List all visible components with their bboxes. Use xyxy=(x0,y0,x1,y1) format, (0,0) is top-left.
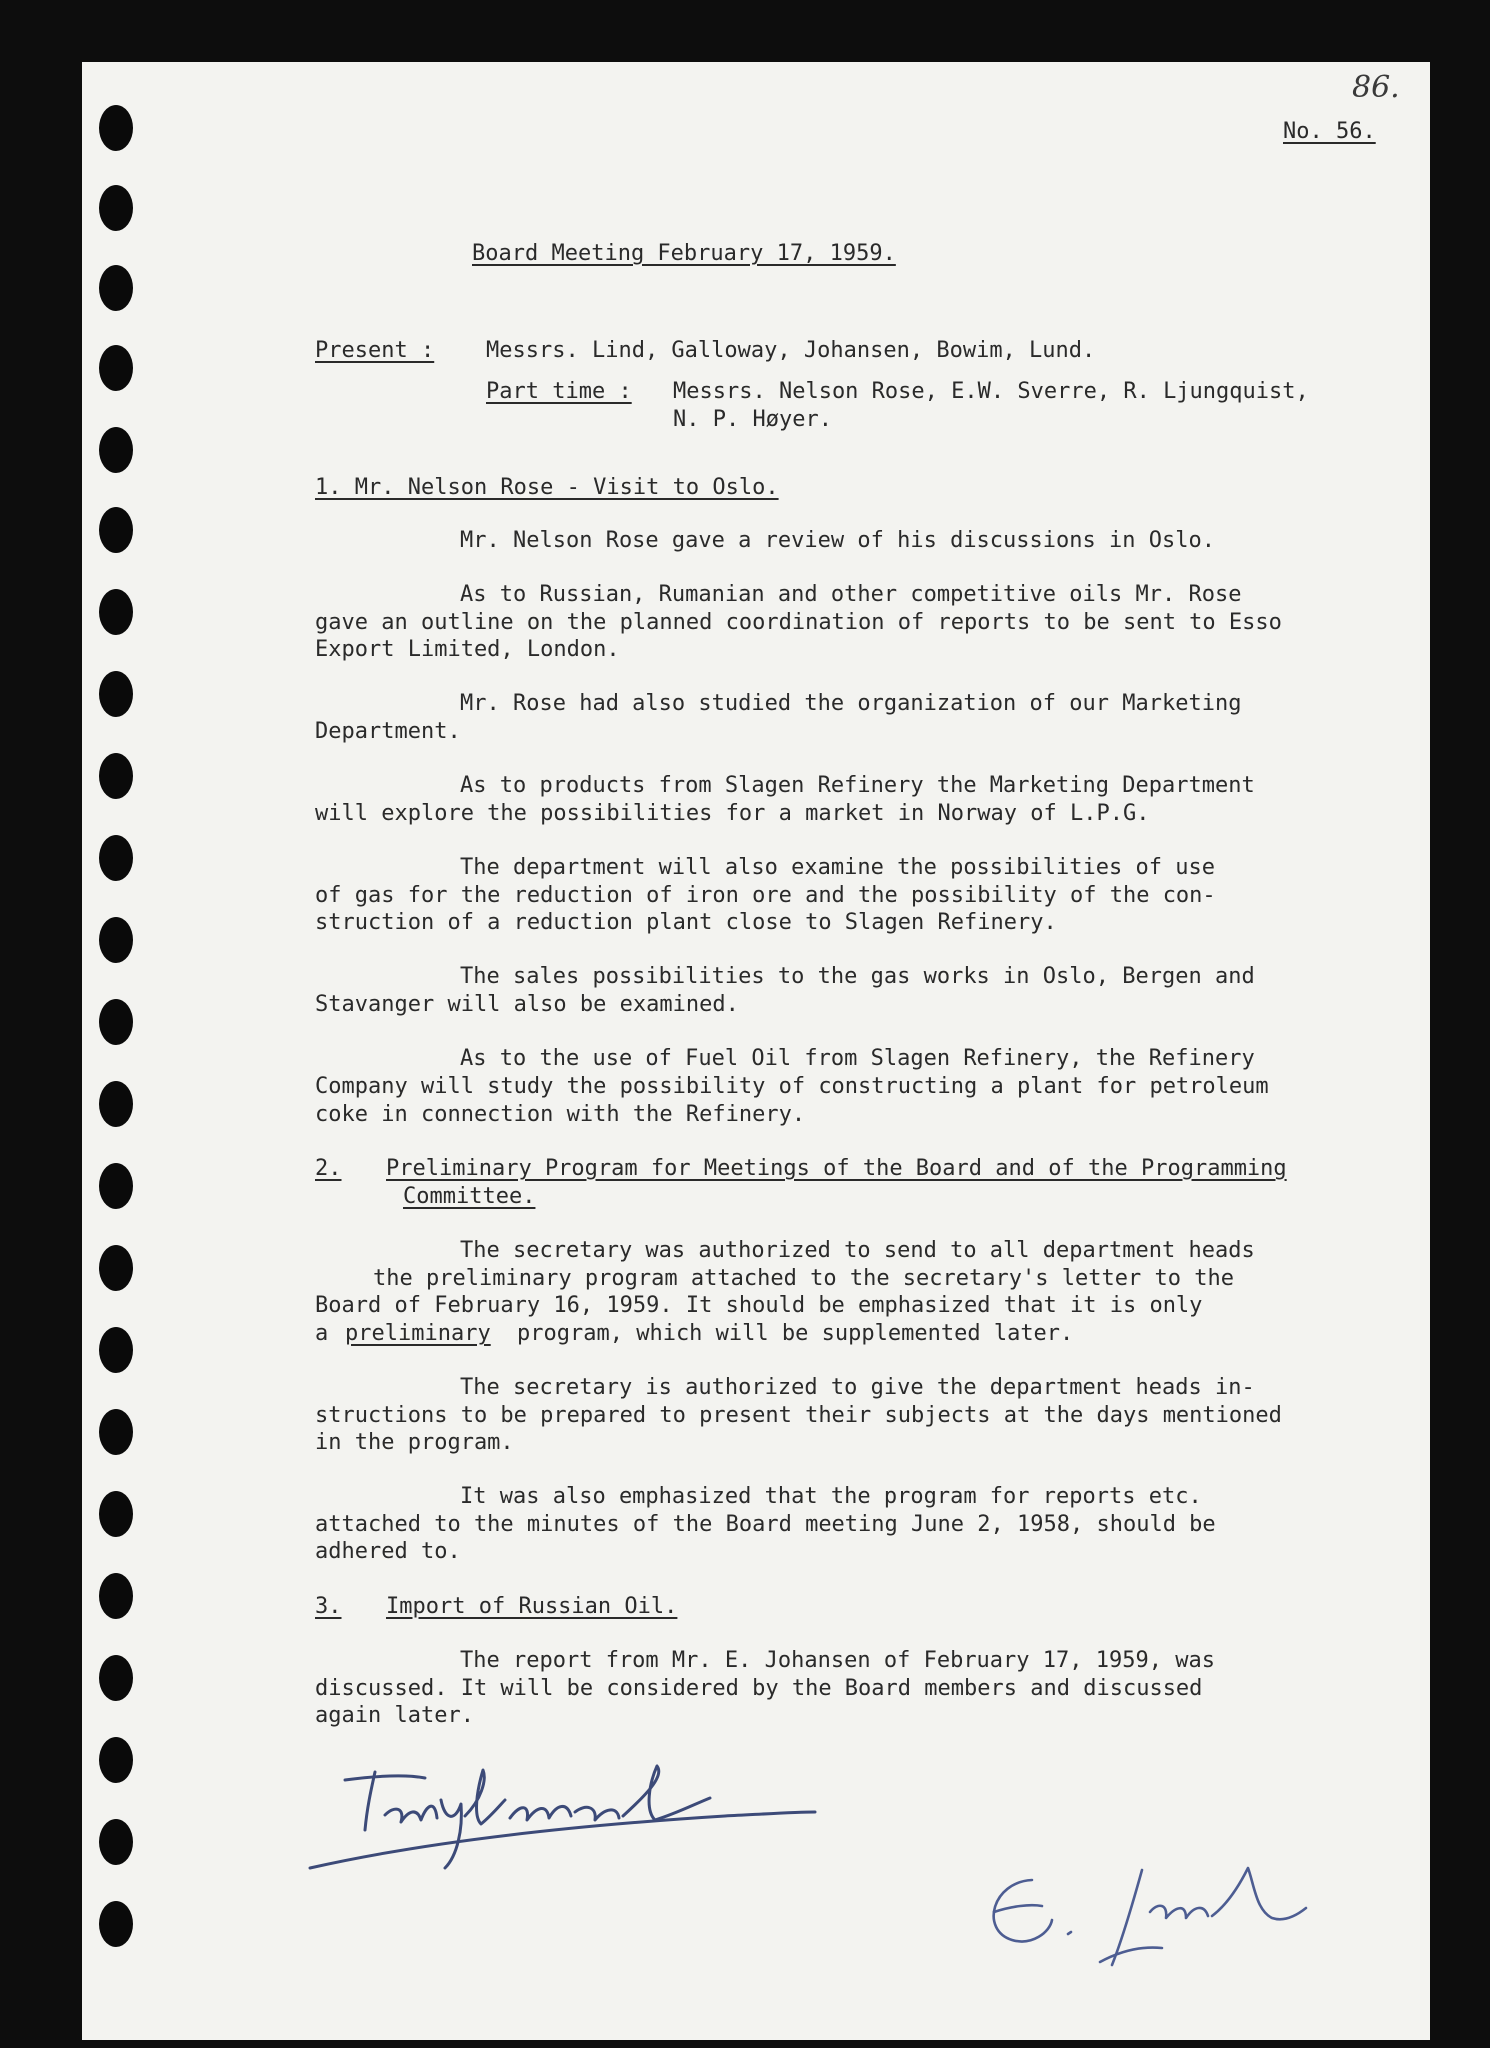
binder-hole xyxy=(99,753,133,799)
section1-para-line: Stavanger will also be examined. xyxy=(315,992,739,1017)
section1-para-line: The sales possibilities to the gas works in Oslo, Bergen and xyxy=(460,964,1255,989)
binder-hole xyxy=(99,671,133,717)
section1-para-line: struction of a reduction plant close to Slagen Refinery. xyxy=(315,910,1057,935)
section2-para-line: the preliminary program attached to the secretary's letter to the xyxy=(373,1266,1234,1291)
binder-hole xyxy=(99,1409,133,1455)
section1-para-line: As to the use of Fuel Oil from Slagen Refinery, the Refinery xyxy=(460,1046,1255,1071)
section3-para-line: discussed. It will be considered by the Board members and discussed xyxy=(315,1676,1203,1701)
section2-para-line: structions to be prepared to present their subjects at the days mentioned xyxy=(315,1403,1282,1428)
binder-hole xyxy=(99,1573,133,1619)
part-time-names-cont: N. P. Høyer. xyxy=(673,407,832,432)
section1-para-line: of gas for the reduction of iron ore and the possibility of the con- xyxy=(315,883,1216,908)
section1-para-line: As to Russian, Rumanian and other competitive oils Mr. Rose xyxy=(460,582,1242,607)
section2-para-line: It was also emphasized that the program for reports etc. xyxy=(460,1484,1202,1509)
section1-para-line: The department will also examine the possibilities of use xyxy=(460,855,1215,880)
section1-para-line: gave an outline on the planned coordination of reports to be sent to Esso xyxy=(315,610,1282,635)
section2-para-line: The secretary is authorized to give the department heads in- xyxy=(460,1375,1255,1400)
section2-heading-cont: Committee. xyxy=(403,1184,536,1209)
part-time-label: Part time : xyxy=(486,379,632,404)
section2-heading: Preliminary Program for Meetings of the Board and of the Programming xyxy=(386,1156,1287,1181)
binder-hole xyxy=(99,1081,133,1127)
binder-hole xyxy=(99,917,133,963)
present-names: Messrs. Lind, Galloway, Johansen, Bowim, Lund. xyxy=(486,338,1096,363)
section1-para-line: Company will study the possibility of constructing a plant for petroleum xyxy=(315,1074,1269,1099)
folio-number-handwritten: 86. xyxy=(1352,70,1400,105)
section3-number: 3. xyxy=(315,1594,342,1619)
binder-hole xyxy=(99,265,133,311)
section1-para-line: will explore the possibilities for a market in Norway of L.P.G. xyxy=(315,801,1150,826)
section2-para-line: in the program. xyxy=(315,1430,514,1455)
section1-para-line: Export Limited, London. xyxy=(315,637,620,662)
page-number: No. 56. xyxy=(1283,119,1376,144)
section2-para-line: The secretary was authorized to send to all department heads xyxy=(460,1238,1255,1263)
section3-heading: Import of Russian Oil. xyxy=(386,1594,678,1619)
binder-hole xyxy=(99,105,133,151)
binder-hole xyxy=(99,1737,133,1783)
part-time-names: Messrs. Nelson Rose, E.W. Sverre, R. Ljungquist, xyxy=(673,379,1309,404)
document-title: Board Meeting February 17, 1959. xyxy=(472,241,896,266)
section2-para-line: Board of February 16, 1959. It should be emphasized that it is only xyxy=(315,1293,1203,1318)
section2-para-line: adhered to. xyxy=(315,1539,461,1564)
section3-para-line: The report from Mr. E. Johansen of February 17, 1959, was xyxy=(460,1648,1215,1673)
binder-hole xyxy=(99,427,133,473)
preliminary-emphasis: preliminary xyxy=(345,1321,491,1346)
binder-hole xyxy=(99,1655,133,1701)
binder-hole xyxy=(99,345,133,391)
signature-2 xyxy=(972,1850,1312,1980)
section3-para-line: again later. xyxy=(315,1703,474,1728)
present-label: Present : xyxy=(315,338,435,363)
binder-hole xyxy=(99,185,133,231)
section1-para-line: Mr. Rose had also studied the organization of our Marketing xyxy=(460,691,1242,716)
section2-para-line: a xyxy=(315,1321,329,1346)
binder-hole xyxy=(99,1327,133,1373)
binder-hole xyxy=(99,1491,133,1537)
binder-hole xyxy=(99,1163,133,1209)
section1-para-line: Mr. Nelson Rose gave a review of his discussions in Oslo. xyxy=(460,528,1215,553)
signature-1 xyxy=(305,1760,825,1880)
binder-hole xyxy=(99,1901,133,1947)
section1-para-line: As to products from Slagen Refinery the Marketing Department xyxy=(460,773,1255,798)
binder-hole xyxy=(99,999,133,1045)
binder-hole xyxy=(99,589,133,635)
section2-number: 2. xyxy=(315,1156,342,1181)
binder-hole xyxy=(99,1245,133,1291)
section2-para-line: program, which will be supplemented later. xyxy=(517,1321,1074,1346)
section1-heading: 1. Mr. Nelson Rose - Visit to Oslo. xyxy=(315,475,779,500)
binder-hole xyxy=(99,507,133,553)
section2-para-line: attached to the minutes of the Board meeting June 2, 1958, should be xyxy=(315,1512,1216,1537)
section1-para-line: coke in connection with the Refinery. xyxy=(315,1102,806,1127)
binder-hole xyxy=(99,835,133,881)
section1-para-line: Department. xyxy=(315,719,461,744)
binder-hole xyxy=(99,1819,133,1865)
